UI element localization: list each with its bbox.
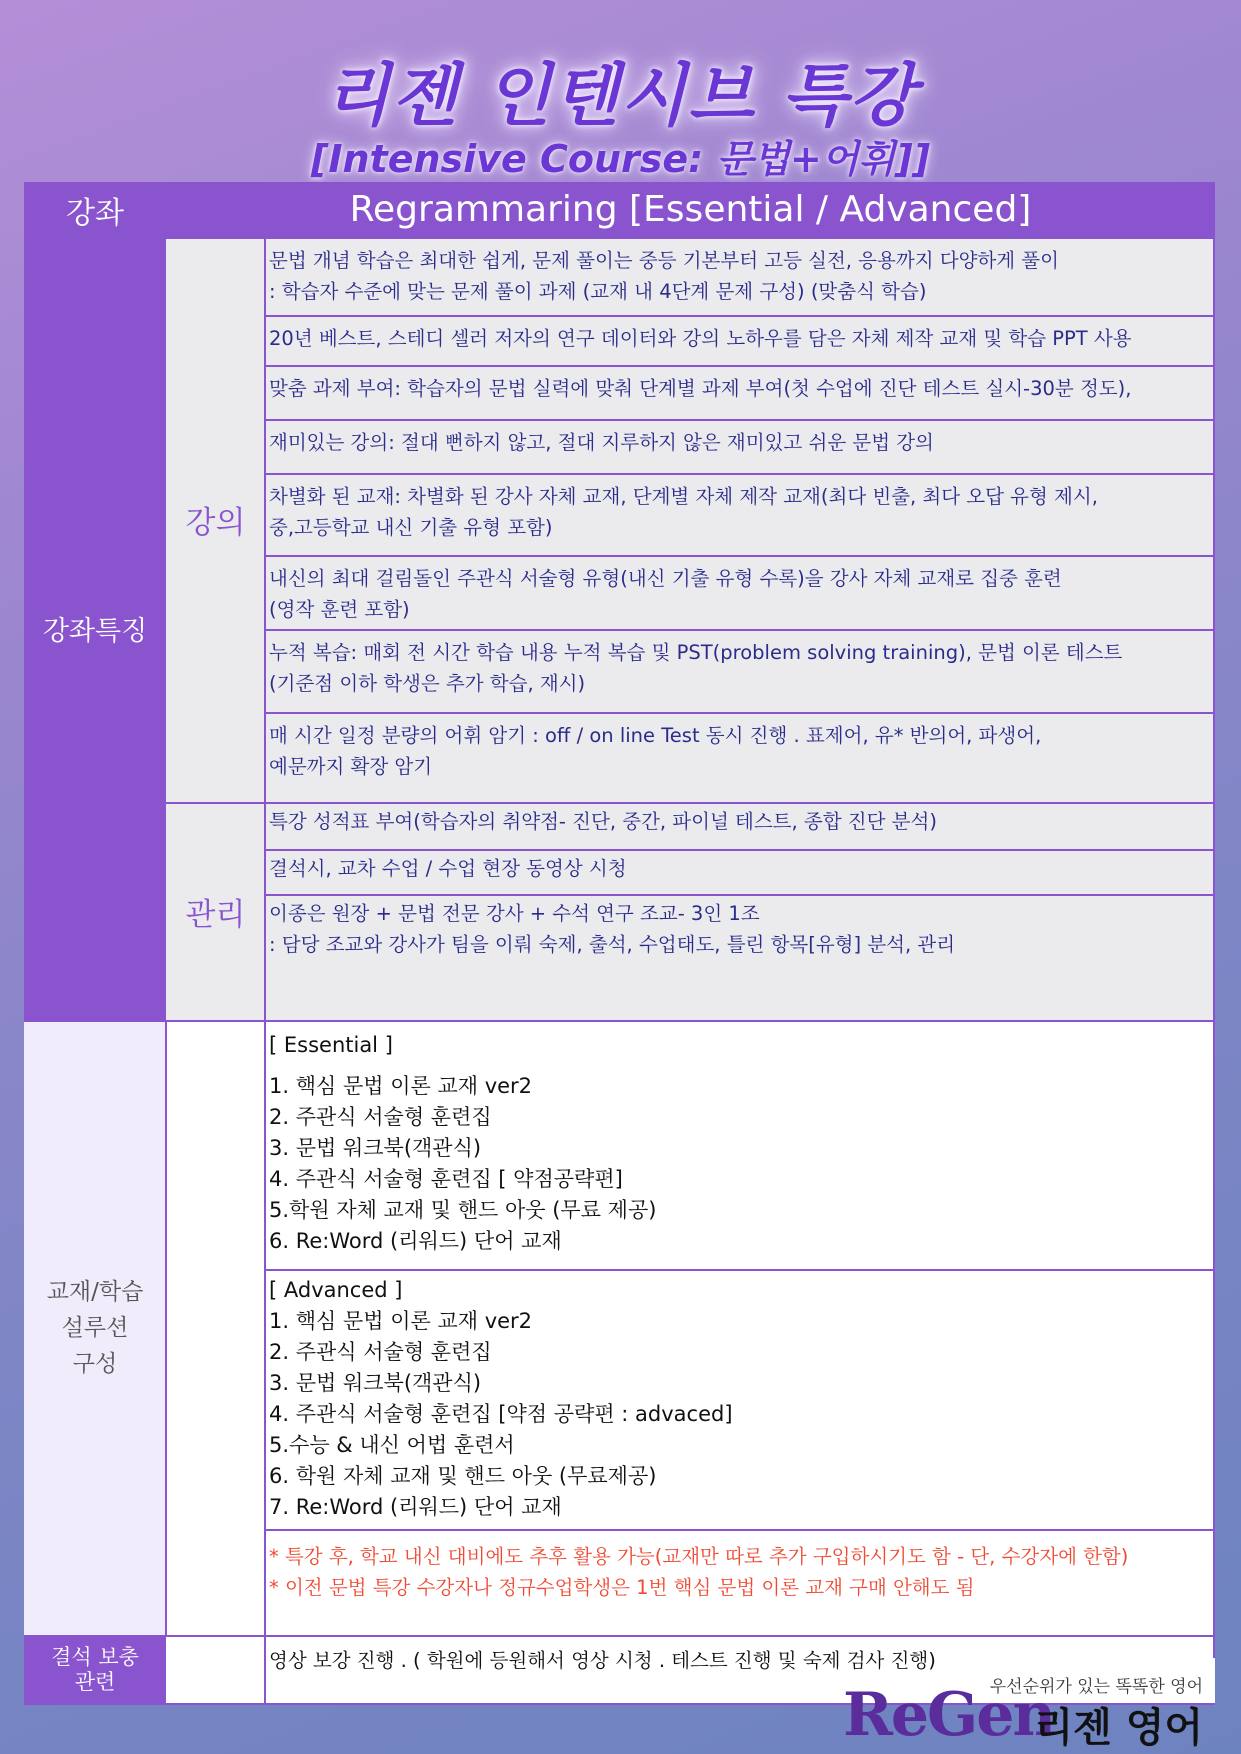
feature-text-line: 문법 개념 학습은 최대한 쉽게, 문제 풀이는 중등 기본부터 고등 실전, 응용까지 다양하게 풀이 [269,249,1059,272]
materials-label [47,1274,144,1382]
materials-label-line: 설루션 [61,1314,129,1341]
essential-materials-cell [265,1020,1215,1269]
feature-text-line: 재미있는 강의: 절대 뻔하지 않고, 절대 지루하지 않은 재미있고 쉬운 문법 강의 [269,431,934,454]
course-header-label: 강좌 [66,195,124,231]
material-item: 3. 문법 워크북(객관식) [269,1371,482,1395]
feature-text-line: 중,고등학교 내신 기출 유형 포함) [269,516,553,539]
table-divider [24,1635,1215,1637]
management-row [265,894,1215,1020]
table-divider [265,555,1215,557]
lecture-feature-row [265,237,1215,315]
material-item: 2. 주관식 서술형 훈련집 [269,1340,492,1364]
material-item: 1. 핵심 문법 이론 교재 ver2 [269,1074,533,1098]
features-category-cell [24,237,166,1020]
table-divider [265,1529,1215,1531]
material-item: 4. 주관식 서술형 훈련집 [ 약점공략편] [269,1167,623,1191]
absence-empty-cell [166,1635,265,1705]
page-title: 리젠 인텐시브 특강 [324,57,917,136]
logo-tagline: 우선순위가 있는 똑똑한 영어 [989,1677,1203,1697]
material-item: 3. 문법 워크북(객관식) [269,1136,482,1160]
feature-text-line: 맞춤 과제 부여: 학습자의 문법 실력에 맞춰 단계별 과제 부여(첫 수업에 진단 테스트 실시-30분 정도), [269,377,1132,400]
management-text-line: 결석시, 교차 수업 / 수업 현장 동영상 시청 [269,857,627,880]
absence-text: 영상 보강 진행 . ( 학원에 등원해서 영상 시청 . 테스트 진행 및 숙제 검사 진행) [269,1649,936,1672]
lecture-subcategory-cell [166,237,265,802]
material-item: 2. 주관식 서술형 훈련집 [269,1105,492,1129]
table-divider [265,315,1215,317]
table-divider [265,894,1215,896]
materials-category-cell [24,1020,166,1635]
feature-text-line: 차별화 된 교재: 차별화 된 강사 자체 교재, 단계별 자체 제작 교재(최다 빈출, 최다 오답 유형 제시, [269,485,1098,508]
feature-text-line: (기준점 이하 학생은 추가 학습, 재시) [269,672,586,695]
management-subcategory-cell [166,802,265,1020]
table-border [1213,182,1215,1658]
table-divider [165,1020,167,1635]
material-item: 6. Re:Word (리워드) 단어 교재 [269,1229,562,1253]
table-divider [265,849,1215,851]
course-header-cell [24,182,166,237]
note-line: * 이전 문법 특강 수강자나 정규수업학생은 1번 핵심 문법 이론 교재 구매 안해도 됨 [269,1576,975,1599]
lecture-feature-row [265,419,1215,473]
logo-brand: ReGen [843,1680,1055,1750]
material-item: 6. 학원 자체 교재 및 핸드 아웃 (무료제공) [269,1464,657,1488]
table-divider [166,237,1215,239]
feature-text-line: (영작 훈련 포함) [269,598,410,621]
table-divider [265,473,1215,475]
feature-text-line: 누적 복습: 매회 전 시간 학습 내용 누적 복습 및 PST(problem solving training), 문법 이론 테스트 [269,641,1123,664]
absence-label-line: 관련 [74,1670,116,1694]
feature-text-line: 내신의 최대 걸림돌인 주관식 서술형 유형(내신 기출 유형 수록)을 강사 자체 교재로 집중 훈련 [269,567,1062,590]
note-line: * 특강 후, 학교 내신 대비에도 추후 활용 가능(교재만 따로 추가 구입하시기도 함 - 단, 수강자에 한함) [269,1545,1129,1568]
logo-brand-korean: 리젠 영어 [1034,1705,1203,1751]
lecture-feature-row [265,365,1215,419]
features-label: 강좌특징 [42,616,148,647]
lecture-feature-row [265,712,1215,802]
materials-empty-cell [166,1020,265,1635]
management-row [265,849,1215,894]
lecture-feature-row [265,473,1215,555]
feature-text-line: 20년 베스트, 스테디 셀러 저자의 연구 데이터와 강의 노하우를 담은 자체 제작 교재 및 학습 PPT 사용 [269,327,1132,350]
table-divider [166,802,1215,804]
management-label: 관리 [185,896,246,933]
course-name: Regrammaring [Essential / Advanced] [349,189,1032,230]
advanced-materials-cell [265,1269,1215,1529]
lecture-label: 강의 [185,505,246,541]
materials-notes-cell [265,1529,1215,1635]
material-item: 1. 핵심 문법 이론 교재 ver2 [269,1309,533,1333]
advanced-heading: [ Advanced ] [269,1278,403,1302]
lecture-feature-row [265,315,1215,365]
essential-heading: [ Essential ] [269,1033,393,1057]
absence-label [51,1645,139,1695]
lecture-feature-row [265,555,1215,629]
table-divider [264,237,266,1705]
material-item: 5.학원 자체 교재 및 핸드 아웃 (무료 제공) [269,1198,657,1222]
table-divider [265,419,1215,421]
table-divider [265,629,1215,631]
management-row [265,802,1215,849]
material-item: 4. 주관식 서술형 훈련집 [약점 공략편 : advaced] [269,1402,733,1426]
materials-label-line: 구성 [72,1350,118,1377]
feature-text-line: 매 시간 일정 분량의 어휘 암기 : off / on line Test 동시 진행 . 표제어, 유* 반의어, 파생어, [269,724,1042,747]
materials-label-line: 교재/학습 [46,1278,144,1305]
absence-category-cell [24,1635,166,1705]
management-text-line: 이종은 원장 + 문법 전문 강사 + 수석 연구 조교- 3인 1조 [269,902,760,925]
management-text-line: 특강 성적표 부여(학습자의 취약점- 진단, 중간, 파이널 테스트, 종합 진단 분석) [269,810,937,833]
table-divider [265,712,1215,714]
course-name-banner [166,182,1215,237]
table-divider [265,365,1215,367]
table-divider [265,1269,1215,1271]
regen-logo [843,1672,1203,1751]
management-text-line: : 담당 조교와 강사가 팀을 이뤄 숙제, 출석, 수업태도, 틀린 항목[유형] 분석, 관리 [269,933,956,956]
absence-label-line: 결석 보충 [51,1645,139,1669]
table-border [24,182,1215,184]
material-item: 7. Re:Word (리워드) 단어 교재 [269,1495,562,1519]
feature-text-line: 예문까지 확장 암기 [269,755,433,778]
feature-text-line: : 학습자 수준에 맞는 문제 풀이 과제 (교재 내 4단계 문제 구성) (맞춤식 학습) [269,280,927,303]
page-subtitle: [Intensive Course: 문법+어휘]] [311,137,930,181]
table-divider [24,1020,1215,1022]
lecture-feature-row [265,629,1215,712]
material-item: 5.수능 & 내신 어법 훈련서 [269,1433,515,1457]
